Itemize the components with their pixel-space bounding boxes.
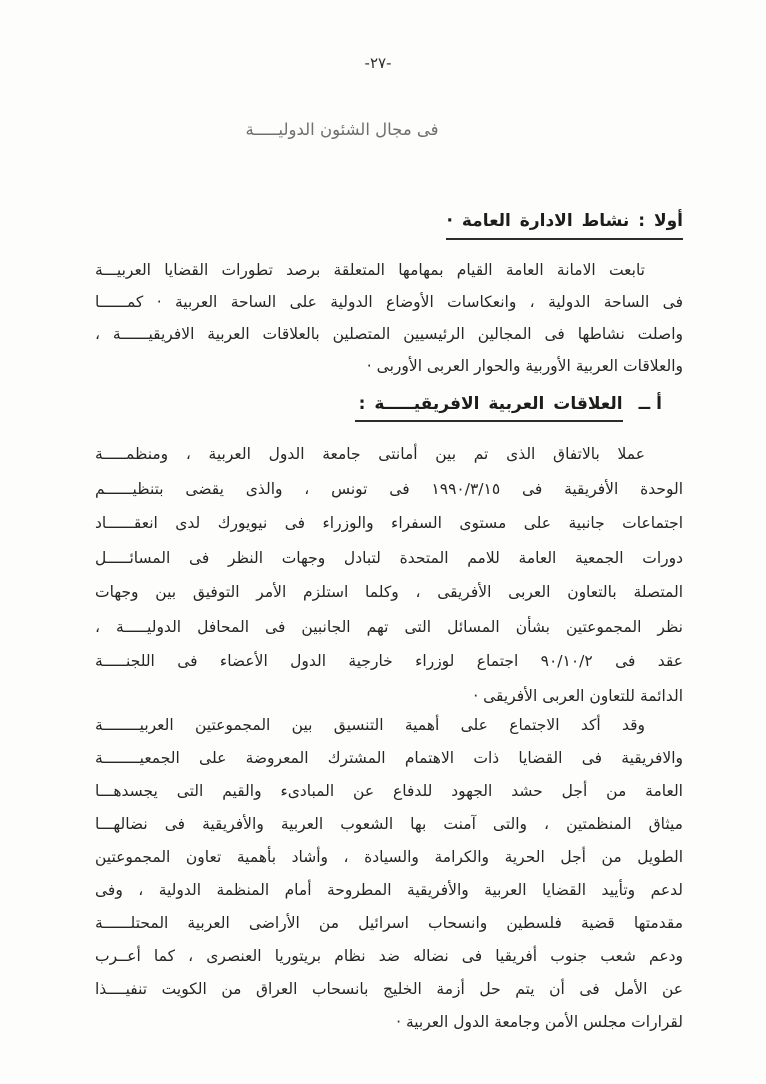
text-line: الوحدة الأفريقية فى ١٩٩٠/٣/١٥ فى تونس ، والذى يقضى بتنظيــــــم xyxy=(95,479,683,498)
list-marker-a: أ ــ xyxy=(638,394,662,414)
text-line: لدعم وتأييد القضايا العربية والأفريقية المطروحة أمام المنظمة الدولية ، وفى xyxy=(95,881,683,899)
text-line: ميثاق المنظمتين ، والتى آمنت بها الشعوب العربية والأفريقية فى نضالهـــا xyxy=(95,815,683,833)
heading-admin-activity: أولا : نشاط الادارة العامة · xyxy=(446,211,683,240)
text-line: عقد فى ٩٠/١٠/٢ اجتماع لوزراء خارجية الدول الأعضاء فى اللجنـــــة xyxy=(95,652,683,670)
text-line: العامة من أجل حشد الجهود للدفاع عن المبادىء والقيم التى يجسدهـــا xyxy=(95,782,683,800)
text-line: والعلاقات العربية الأوربية والحوار العربى الأوربى · xyxy=(366,357,683,375)
text-line: مقدمتها قضية فلسطين وانسحاب اسرائيل من الأراضى العربية المحتلــــــة xyxy=(95,914,683,932)
paragraph-intro xyxy=(95,254,683,382)
paragraph-african-relations xyxy=(95,437,683,713)
paragraph-meeting-outcome xyxy=(95,709,683,1039)
text-line: فى الساحة الدولية ، وانعكاسات الأوضاع الدولية على الساحة العربية · كمــــــا xyxy=(95,293,683,311)
text-line: المتصلة بالتعاون العربى الأفريقى ، وكلما استلزم الأمر التوفيق بين وجهات xyxy=(95,583,683,601)
text-line: الطويل من أجل الحرية والكرامة والسيادة ، وأشاد بأهمية تعاون المجموعتين xyxy=(95,848,683,866)
text-line: نظر المجموعتين بشأن المسائل التى تهم الجانبين فى المحافل الدوليـــــة ، xyxy=(95,617,683,636)
text-line: عن الأمل فى أن يتم حل أزمة الخليج بانسحاب العراق من الكويت تنفيــــذا xyxy=(95,980,683,998)
heading-arab-african-relations-text: العلاقات العربية الافريقيـــــة : xyxy=(355,394,623,422)
text-line: لقرارات مجلس الأمن وجامعة الدول العربية · xyxy=(396,1013,683,1031)
text-line: الدائمة للتعاون العربى الأفريقى · xyxy=(473,686,683,705)
text-line: تابعت الامانة العامة القيام بمهامها المتعلقة برصد تطورات القضايا العربيـــة xyxy=(95,261,645,279)
text-line: وقد أكد الاجتماع على أهمية التنسيق بين المجموعتين العربيــــــــة xyxy=(95,716,645,734)
page-number: -٢٧- xyxy=(364,54,392,72)
text-line: دورات الجمعية العامة للامم المتحدة لتبادل وجهات النظر فى المسائـــــل xyxy=(95,548,683,567)
text-line: عملا بالاتفاق الذى تم بين أمانتى جامعة الدول العربية ، ومنظمـــــة xyxy=(95,445,645,463)
text-line: واصلت نشاطها فى المجالين الرئيسيين المتصلين بالعلاقات العربية الافريقيــــــة ، xyxy=(95,325,683,343)
text-line: ودعم شعب جنوب أفريقيا فى نضاله ضد نظام بريتوريا العنصرى ، كما أعــرب xyxy=(95,947,683,965)
heading-arab-african-relations xyxy=(355,394,662,422)
section-title: فى مجال الشئون الدوليـــــة xyxy=(245,120,439,139)
text-line: اجتماعات جانبية على مستوى السفراء والوزراء فى نيويورك لدى انعقــــــاد xyxy=(95,514,683,532)
text-line: والافريقية فى القضايا ذات الاهتمام المشترك المعروضة على الجمعيــــــــة xyxy=(95,749,683,767)
